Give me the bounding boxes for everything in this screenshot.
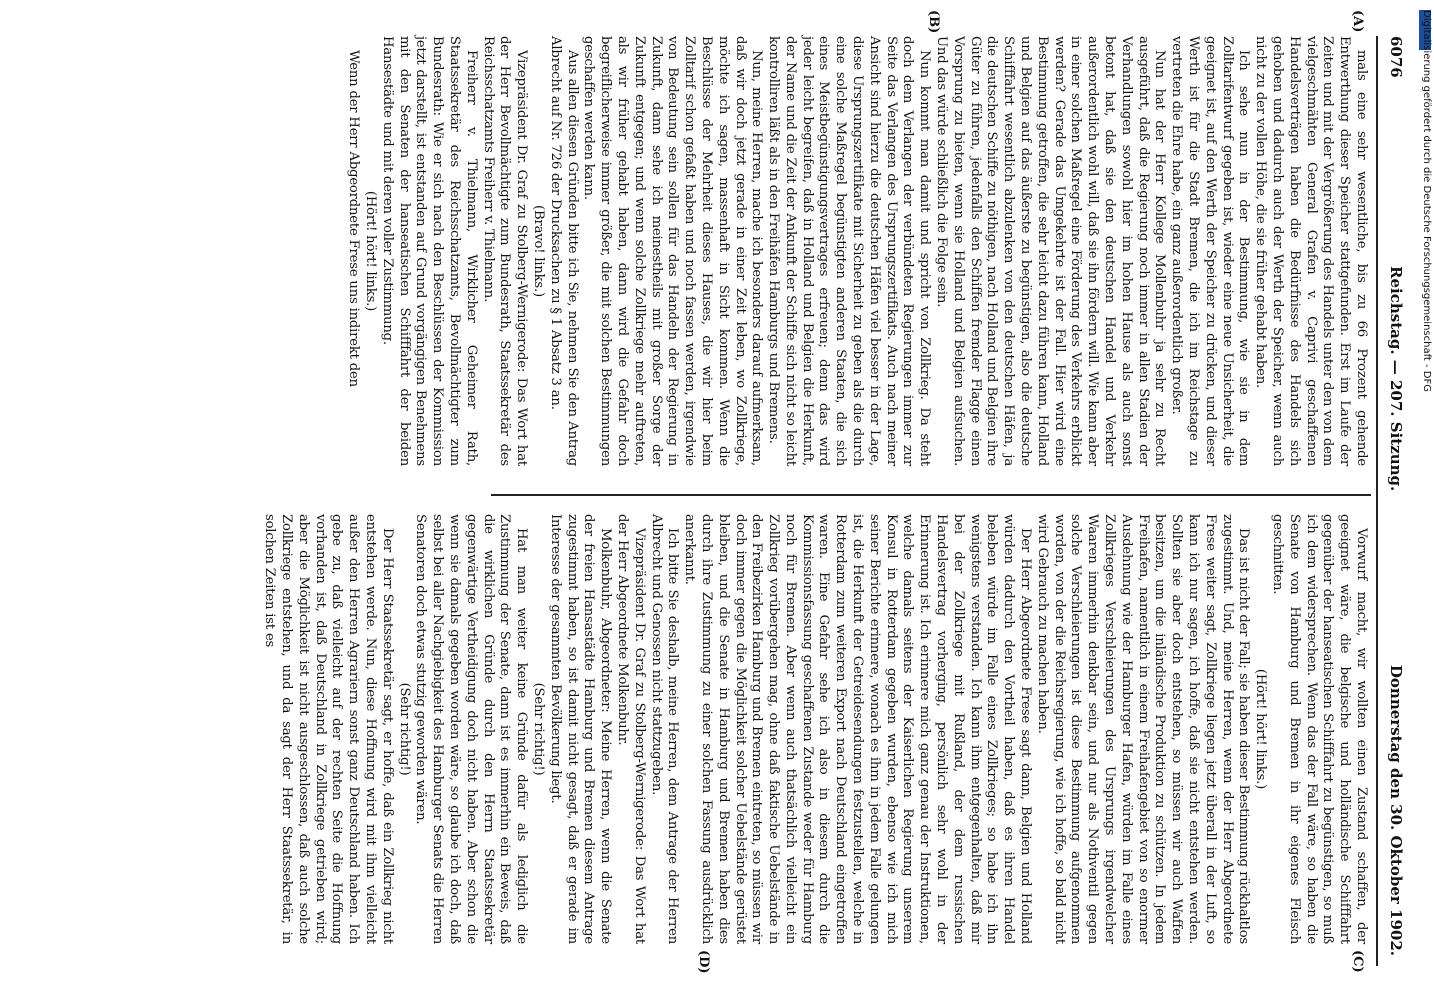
paragraph: Ich sehe nun in der Bestimmung, wie sie in dem Zolltarifentwurf gegeben ist, wieder eine neue Unsicherheit, die geeignet ist, auf den Werth der Speicher zu drücken, und dieser Werth ist für die Stadt Bremen, die ich im Reichstage zu vertreten die Ehre habe, ein ganz außerordentlich großer. — [1169, 36, 1252, 466]
page-header — [1377, 36, 1411, 966]
digitization-credit — [1418, 10, 1432, 990]
paragraph: Vizepräsident Dr. Graf zu Stolberg-Wernigerode: Das Wort hat der Herr Bevollmächtigte zum Bundesrath, Staatssekretär des Reichsschatzamts Freiherr v. Thielmann. — [480, 36, 530, 466]
paragraph: (Hört! hört! links.) — [1253, 668, 1269, 790]
paragraph: Freiherr v. Thielmann, Wirklicher Geheimer Rath, Staatssekretär des Reichsschatzamts, Bevollmächtigter zum Bundesrath: Wie er sich nach den Beschlüssen der Kommission jetzt darstellt, ist entstanden auf Grund vorgängigen Benehmens mit den Senaten der hanseatischen Schifffahrt der beiden Hansestädte und mit deren voller Zustimmung. — [379, 36, 479, 466]
paragraph: (Sehr richtig!) — [530, 682, 546, 776]
paragraph: Nun hat der Herr Kollege Mollenbuhr ja sehr zu Recht ausgeführt, daß die Regierung noch immer in allen Stadien der Verhandlungen sowohl hier im hohen Hause als auch sonst betont hat, daß sie den deutschen Handel und Verkehr außerordentlich wohl will, daß sie ihn fördern will. Wie kann aber in einer solchen Maßregel eine Förderung des Verkehrs erblickt werden? Gerade das Umgekehrte ist der Fall. Hier wird eine Bestimmung getroffen, die sehr leicht dazu führen kann, Holland und Belgien auf das äußerste zu begünstigen, also die deutsche Schifffahrt wesentlich abzulenken von den deutschen Häfen, ja die deutschen Schiffe zu nöthigen, nach Holland und Belgien ihre Güter zu führen, jedenfalls den Schiffen fremder Flagge einen Vorsprung zu bieten, wenn sie Holland und Belgien aufsuchen. Und das würde schließlich die Folge sein. — [934, 36, 1168, 466]
paragraph: Hat man weiter keine Gründe dafür als lediglich die Zustimmung der Senate, dann ist es immerhin ein Beweis, daß die wirklichen Gründe durch den Herrn Staatssekretär gegenwärtige Vertheidigung doch nicht haben. Aber schon die wenn sie damals gegeben worden wäre, so glaube ich doch, daß selbst bei aller Nachgiebigkeit des Hamburger Senats die Herren Senatoren doch etwas stutzig geworden wären. — [413, 514, 530, 944]
column-divider — [491, 494, 1371, 496]
paragraph: Der Herr Abgeordnete Frese sagt dann, Belgien und Holland würden dadurch den Vortheil haben, daß es ihren Handel beleben würde im Falle eines Zollkrieges; so habe ich ihn wenigstens verstanden. Ich kann ihm entgegenhalten, daß mir bei der Zollkriege mit Rußland, der dem russischen Handelsvertrag vorherging, persönlich sehr wohl in der Erinnerung ist. Ich erinnere mich ganz genau der Instruktionen, welche damals seitens der Kaiserlichen Regierung unserem Konsul in Rotterdam gegeben wurden, ebenso wie ich mich seiner Berichte erinnere, wonach es ihm in jedem Falle gelungen ist, die Herkunft der Getreidesendungen festzustellen, welche in Rotterdam zum weiteren Export nach Deutschland eingetroffen waren. Eine Gefahr sehe ich also in diesem durch die Kommissionsfassung geschaffenen Zustande weder für Hamburg noch für Bremen. Aber wenn auch thatsächlich vielleicht ein Zollkrieg vorübergehen mag, ohne daß faktische Uebelstände in den Freibezirken Hamburg und Bremen eintreten, so müssen wir doch immer gegen die Möglichkeit solcher Uebelstände gerüstet bleiben, und die Senate in Hamburg und Bremen haben dies durch ihre Zustimmung zu einer solchen Fassung ausdrücklich anerkannt. — [682, 514, 1034, 944]
credit-text: Digitalisierung gefördert durch die Deutsche Forschungsgemeinschaft - DFG — [1421, 10, 1432, 393]
margin-marker-d: (D) — [696, 950, 711, 974]
paragraph: Molkenbuhr, Abgeordneter: Meine Herren, wenn die Senate der freien Hansastädte Hamburg und Bremen diesem Antrage zugestimmt haben, so ist damit nicht gesagt, daß er gerade im Interesse der gesammten Bevölkerung liegt. — [547, 514, 614, 944]
margin-marker-c: (C) — [1350, 950, 1365, 973]
paragraph: Wenn der Herr Abgeordnete Frese uns indirekt den — [346, 50, 362, 387]
rotated-page-content — [16, 10, 1411, 974]
paragraph: Nun, meine Herren, mache ich besonders darauf aufmerksam, daß wir doch jetzt gerade in einer Zeit leben, wo Zollkriege, möchte ich sagen, massenhaft in Sicht kommen. Wenn die Beschlüsse der Mehrheit dieses Hauses, die wir hier beim Zolltarif schon gefaßt haben und noch fassen werden, irgendwie von Bedeutung sein sollen für das Handeln der Regierung in Zukunft, dann sehe ich meinestheils mit großer Sorge der Zukunft entgegen; und wenn solche Zollkriege mehr auftreten, als wir früher gehabt haben, dann wird die Gefahr doch begreiflicherweise immer größer, die mit solchen Bestimmungen geschaffen werden kann. — [581, 36, 765, 466]
margin-marker-b: (B) — [926, 10, 941, 34]
margin-marker-a: (A) — [1350, 10, 1365, 33]
page-number: 6076 — [1387, 36, 1405, 78]
paragraph: Vizepräsident Dr. Graf zu Stolberg-Wernigerode: Das Wort hat der Herr Abgeordnete Molkenbuhr. — [614, 514, 647, 944]
paragraph: (Hört! hört! links.) — [362, 190, 378, 312]
paragraph: Der Herr Staatssekretär sagt, er hoffe, daß ein Zollkrieg nicht entstehen werde. Nun, diese Hoffnung wird mit ihm vielleicht außer den Herren Agrariern sonst ganz Deutschland haben. Ich gebe zu, daß vielleicht auf der rechten Seite die Hoffnung vorhanden ist, daß Deutschland in Zollkriege getrieben wird; aber die Möglichkeit ist nicht ausgeschlossen, daß auch solche Zollkriege entstehen, und da sagt der Herr Staatssekretär, in solchen Zeiten ist es — [262, 514, 395, 944]
session-date: Donnerstag den 30. Oktober 1902. — [1387, 664, 1405, 956]
paragraph: Das ist nicht der Fall; sie haben dieser Bestimmung rückhaltlos zugestimmt. Und, meine Herren, wenn der Herr Abgeordnete Frese weiter sagt, Zollkriege liegen jetzt überall in der Luft, so kann ich nur sagen, ich hoffe, daß sie nicht entstehen werden. Sollten sie aber doch entstehen, so müssen wir auch Waffen besitzen, um die inländische Produktion zu schützen. In jedem Freihafen, namentlich in einem Freihafengebiet von so enormer Ausdehnung wie der Hamburger Hafen, würden im Falle eines Zollkrieges Verschleierungen des Ursprungs irgendwelcher Waaren immerhin denkbar sein, und nur als Nothventil gegen solche Verschleierungen ist diese Bestimmung aufgenommen worden, von der die Reichsregierung, wie ich hoffe, so bald nicht wird Gebrauch zu machen haben. — [1034, 514, 1252, 944]
left-column — [346, 36, 1369, 466]
paragraph: (Bravo! links.) — [530, 205, 546, 297]
paragraph: Ich bitte Sie deshalb, meine Herren, dem Antrage der Herren Albrecht und Genossen nicht stattzugeben. — [648, 514, 681, 944]
session-title: Reichstag. — 207. Sitzung. — [1387, 266, 1405, 492]
paragraph: mals eine sehr wesentliche, bis zu 66 Prozent gehende Entwerthung dieser Speicher stattgefunden. Erst im Laufe der Zeiten und mit der Vergrößerung des Handels unter den von dem vielgeschmähten General Grafen v. Caprivi geschaffenen Handelsverträgen haben die Bedürfnisse des Handels sich gehoben und dadurch auch der Werth der Speicher, wenn auch nicht zu der vollen Höhe, die sie früher gehabt haben. — [1253, 36, 1369, 466]
paragraph: (Sehr richtig!) — [396, 682, 412, 776]
header-rule — [1376, 36, 1378, 966]
paragraph: Vorwurf macht, wir wollten einen Zustand schaffen, der geeignet wäre, die belgische und holländische Schifffahrt gegenüber der hanseatischen Schifffahrt zu begünstigen, so muß ich dem widersprechen. Wenn das der Fall wäre, so haben die Senate von Hamburg und Bremen in ihr eigenes Fleisch geschnitten. — [1270, 514, 1369, 944]
paragraph: Nun kommt man damit und spricht von Zollkrieg. Da steht doch dem Verlangen der verbündeten Regierungen immer zur Seite das Verlangen des Ursprungszertifikats. Auch nach meiner Ansicht sind hierzu die deutschen Häfen viel besser in der Lage, diese Ursprungszertifikate mit Sicherheit zu geben als die durch eine solche Maßregel begünstigten anderen Staaten, die sich eines Meistbegünstigungsvertrages erfreuen; denn das wird jeder leicht begreifen, daß in Holland und Belgien die Herkunft, der Name und die Zeit der Ankunft der Schiffe sich nicht so leicht kontrolliren läßt als in den Freihäfen Hamburgs und Bremens. — [766, 36, 933, 466]
paragraph: Aus allen diesen Gründen bitte ich Sie, nehmen Sie den Antrag Albrecht auf Nr. 726 der Drucksachen zu § 1 Absatz 3 an. — [547, 36, 580, 466]
right-column — [262, 514, 1369, 944]
